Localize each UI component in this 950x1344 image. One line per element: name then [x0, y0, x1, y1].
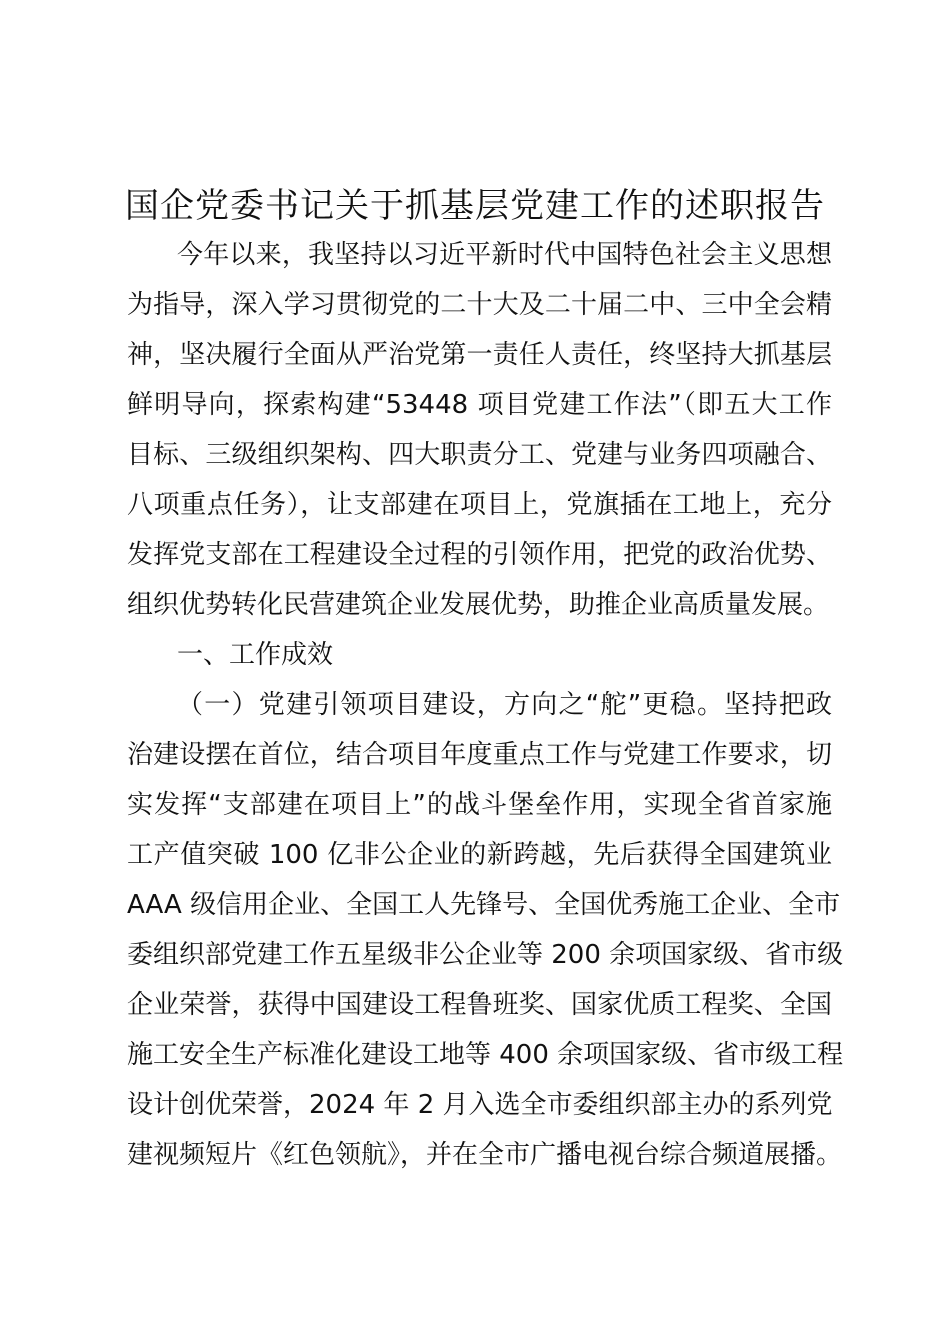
subsection-line-8: 施工安全生产标准化建设工地等 400 余项国家级、省市级工程 — [127, 1040, 844, 1070]
intro-line-4: 鲜明导向，探索构建“53448 项目党建工作法”（即五大工作 — [127, 390, 832, 420]
intro-line-2: 为指导，深入学习贯彻党的二十大及二十届二中、三中全会精 — [127, 290, 832, 320]
document-title: 国企党委书记关于抓基层党建工作的述职报告 — [125, 186, 825, 226]
subsection-line-3: 实发挥“支部建在项目上”的战斗堡垒作用，实现全省首家施 — [127, 790, 832, 820]
intro-line-8: 组织优势转化民营建筑企业发展优势，助推企业高质量发展。 — [127, 590, 830, 620]
subsection-line-4: 工产值突破 100 亿非公企业的新跨越，先后获得全国建筑业 — [127, 840, 832, 870]
subsection-line-6: 委组织部党建工作五星级非公企业等 200 余项国家级、省市级 — [127, 940, 844, 970]
intro-line-1: 今年以来，我坚持以习近平新时代中国特色社会主义思想 — [177, 240, 832, 270]
intro-line-7: 发挥党支部在工程建设全过程的引领作用，把党的政治优势、 — [127, 540, 832, 570]
section-heading: 一、工作成效 — [177, 640, 334, 670]
subsection-line-2: 治建设摆在首位，结合项目年度重点工作与党建工作要求，切 — [127, 740, 832, 770]
subsection-line-1: （一）党建引领项目建设，方向之“舵”更稳。坚持把政 — [177, 690, 832, 720]
subsection-line-9: 设计创优荣誉，2024 年 2 月入选全市委组织部主办的系列党 — [127, 1090, 833, 1120]
intro-line-5: 目标、三级组织架构、四大职责分工、党建与业务四项融合、 — [127, 440, 832, 470]
intro-line-6: 八项重点任务），让支部建在项目上，党旗插在工地上，充分 — [127, 490, 832, 520]
intro-line-3: 神，坚决履行全面从严治党第一责任人责任，终坚持大抓基层 — [127, 340, 832, 370]
subsection-line-10: 建视频短片《红色领航》，并在全市广播电视台综合频道展播。 — [127, 1140, 843, 1170]
subsection-line-7: 企业荣誉，获得中国建设工程鲁班奖、国家优质工程奖、全国 — [127, 990, 832, 1020]
subsection-line-5: AAA 级信用企业、全国工人先锋号、全国优秀施工企业、全市 — [127, 890, 841, 920]
